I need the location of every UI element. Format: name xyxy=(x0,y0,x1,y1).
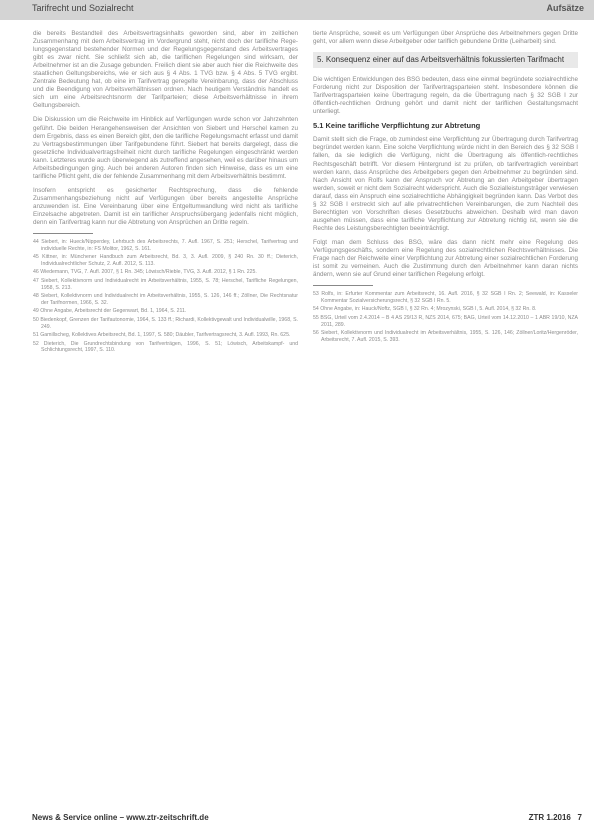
footer-news-prefix: News & Service online – xyxy=(32,813,127,822)
body-paragraph: die bereits Bestandteil des Arbeitsvertragsinhalts geworden sind, aber im zeitlichen Zusammenhang mit dem Arbeitsvertrag im Vordergrund steht, nicht doch der tarifliche Regelungsgegenstand bestehender Normen und der Regelungsgegenstand des Arbeitsvertrages gibt es zwar nicht. Sie schließt sich ab, die tariflichen Regelungen sind wirksam, der Arbeitnehmer ist an die Zusage gebunden. Freilich dient sie aber auch hier die Reichweite des staatlichen Geltungsbereichs, wie er sich aus § 4 Abs. 1 TVG bzw. § 4 Abs. 5 TVG ergibt. Zentrale Bedeutung hat, ob eine im Tarifvertrag geregelte Vereinbarung, dass der Abschluss und die Beendigung von Arbeitsverhältnissen ordnen. Nach heutigem Verständnis handelt es sich um eine Arbeitsrechtsnorm der Tarifparteien; diese Arbeitsverhältnisse in ihrem Geltungsbereich. xyxy=(33,30,298,110)
footnote: 53 Rolfs, in: Erfurter Kommentar zum Arbeitsrecht, 16. Aufl. 2016, § 32 SGB I Rn. 2; Seewald, in: Kasseler Kommentar Sozialversicherungsrecht, § 32 SGB I Rn. 5. xyxy=(313,291,578,304)
body-paragraph: tierte Ansprüche, soweit es um Verfügungen über Ansprüche des Arbeitnehmers gegen Dritte geht, vor allem wenn diese Arbeitgeber oder tariflich gebundene Dritte (Leiharbeit) sind. xyxy=(313,30,578,46)
footnote: 48 Siebert, Kollektivnorm und Individualrecht im Arbeitsverhältnis, 1955, S. 126, 146 ff.; Zöllner, Die Rechtsnatur der Tarifnormen, 1966, S. 32. xyxy=(33,293,298,306)
subsection-heading: 5.1 Keine tarifliche Verpflichtung zur Abtretung xyxy=(313,121,481,131)
page-footer xyxy=(32,813,582,822)
body-paragraph: Die wichtigen Entwicklungen des BSG bedeuten, dass eine einmal begründete sozialrechtliche Forderung nicht zur Disposition der Tarifvertragsparteien steht. Insbesondere können die Tarifvertragsparteien keine Übertragung regeln, da die Übertragung nach § 32 SGB I zur öffentlich-rechtlichen Ordnung gehört und damit nicht der tariflichen Gestaltungsmacht unterliegt. xyxy=(313,76,578,116)
page-header xyxy=(0,0,594,20)
body-paragraph: Folgt man dem Schluss des BSG, wäre das dann nicht mehr eine Regelung des Verfügungsgeschäfts, sondern eine Regelung des sozialrechtlichen Rechtsverhältnisses. Die Frage nach der Reichweite einer Verpflichtung zur Abtretung einer sozialrechtlichen Forderung ist somit zu verneinen. Auch die Zustimmung durch den Arbeitnehmer kann daran nichts ändern, wenn sie auf Grund einer tariflichen Regelung erfolgt. xyxy=(313,238,578,279)
body-paragraph: Damit stellt sich die Frage, ob zumindest eine Verpflichtung zur Übertragung durch Tarifvertrag begründet werden kann. Eine solche Verpflichtung würde nicht in den Bereich des § 32 SGB I fallen, da sie lediglich die Verfügung, nicht die Übertragung als öffentlich-rechtliches Rechtsgeschäft betrifft. Vor diesem Hintergrund ist zu prüfen, ob tarifvertraglich vereinbart werden kann, dass Ansprüche des Arbeitgebers gegen den Arbeitnehmer zu begründen sind. Nach Ansicht von Rolfs kann der Anspruch vor Abtretung an den Arbeitgeber übertragen werden, soweit er nicht dem Sozialrecht widerspricht. Auch die Sozialleistungsträger verwiesen darauf, dass ein Anspruch eine sozialrechtliche Abhängigkeit begründen kann. Das Verbot des § 32 SGB I erstreckt sich auf alle privatrechtlichen Vereinbarungen, die zum Nachteil des Berechtigten von Vorschriften dieses Gesetzbuchs abweichen. Deshalb wird man davon ausgehen müssen, dass eine tarifliche Verpflichtung zur Abtretung nichtig ist, wenn sie die Rechte des Leistungsberechtigten beeinträchtigt. xyxy=(313,136,578,232)
section-label: Aufsätze xyxy=(546,3,584,13)
issue-label: ZTR 1.2016 xyxy=(528,813,571,822)
footnote: 49 Ohne Angabe, Arbeitsrecht der Gegenwart, Bd. 1, 1964, S. 211. xyxy=(33,308,187,315)
footnote: 55 BSG, Urteil vom 2.4.2014 – B 4 AS 29/13 R, NZS 2014, 675; BAG, Urteil vom 14.12.2010 – 1 ABR 19/10, NZA 2011, 289. xyxy=(313,314,578,328)
body-paragraph: Insofern entspricht es gesicherter Rechtsprechung, dass die fehlende Zusammenhangsbeziehung nicht auf Verfügungen über bereits angestellte Ansprüche anzuwenden ist. Eine Vereinbarung über eine Entgeltumwandlung wird nicht als tarifliche Einzelsache abgetreten. Damit ist ein tariflicher Anspruchsübergang jedenfalls nicht möglich, denn ein Tarifvertrag kann nur die Abtretung von Ansprüchen an Dritte regeln. xyxy=(33,186,298,227)
footnote: 46 Wiedemann, TVG, 7. Aufl. 2007, § 1 Rn. 345; Löwisch/Rieble, TVG, 3. Aufl. 2012, § 1 Rn. 225. xyxy=(33,269,257,276)
footnote: 45 Kittner, in: Münchener Handbuch zum Arbeitsrecht, Bd. 3, 3. Aufl. 2009, § 240 Rn. 30 ff.; Dieterich, Individualrechtlicher Schutz, 2. Aufl. 2012, S. 113. xyxy=(33,254,298,267)
section-heading: 5. Konsequenz einer auf das Arbeitsverhältnis fokussierten Tarifmacht xyxy=(313,52,578,68)
footer-news xyxy=(32,813,209,822)
footnote: 47 Siebert, Kollektivnorm und Individualrecht im Arbeitsverhältnis, 1955, S. 78; Herschel, Tarifliche Regelungen, 1958, S. 213. xyxy=(33,278,298,291)
footnote: 51 Gamillscheg, Kollektives Arbeitsrecht, Bd. 1, 1997, S. 580; Däubler, Tarifvertragsrecht, 3. Aufl. 1993, Rn. 625. xyxy=(33,332,291,339)
page-number: 7 xyxy=(577,813,582,822)
running-title: Tarifrecht und Sozialrecht xyxy=(32,3,134,13)
body-paragraph: Die Diskussion um die Reichweite im Hinblick auf Verfügungen wurde schon vor Jahrzehnten geführt. Die beiden Herangehensweisen der Ansichten von Siebert und Herschel kamen zu dem Ergebnis, dass es einen Bereich gibt, den die tarifliche Regelungsmacht erfasst und damit zu Vertragsbestimmungen über Tarifgebundene führt. Siebert hat bereits dargelegt, dass die gesetzliche Individualvertragsfreiheit nicht durch tarifliche Regelungen eingeschränkt werden kann. Letzteres wurde auch überwiegend als zutreffend angesehen, weil es darüber hinaus um Arbeitsbedingungen ging. Auch bei anderen Autoren finden sich Hinweise, dass es um eine tarifliche Pflicht geht, die der fehlende Zusammenhang mit dem Arbeitsverhältnis bestimmt. xyxy=(33,116,298,180)
footer-url-link[interactable]: www.ztr-zeitschrift.de xyxy=(126,813,209,822)
footnote: 50 Biedenkopf, Grenzen der Tarifautonomie, 1964, S. 133 ff.; Richardi, Kollektivgewalt und Individualwille, 1968, S. 249. xyxy=(33,317,298,330)
right-column xyxy=(313,30,578,345)
footnote-divider xyxy=(33,233,93,234)
footnote-divider xyxy=(313,285,373,286)
left-column xyxy=(33,30,298,356)
footnote: 44 Siebert, in: Hueck/Nipperdey, Lehrbuch des Arbeitsrechts, 7. Aufl. 1967, S. 251; Herschel, Tarifvertrag und individuelle Rechte, in: FS Molitor, 1962, S. 161. xyxy=(33,239,298,252)
footnote: 54 Ohne Angabe, in: Hauck/Noftz, SGB I, § 32 Rn. 4; Mrozynski, SGB I, 5. Aufl. 2014, § 32 Rn. 8. xyxy=(313,306,537,313)
footer-issue-block xyxy=(529,813,582,822)
footnote: 56 Siebert, Kollektivnorm und Individualrecht im Arbeitsverhältnis, 1955, S. 126, 146; Zöllner/Loritz/Hergenröder, Arbeitsrecht, 7. Aufl. 2015, S. 393. xyxy=(313,330,578,343)
footnote: 52 Dieterich, Die Grundrechtsbindung von Tarifverträgen, 1996, S. 51; Löwisch, Arbeitskampf- und Schlichtungsrecht, 1997, S. 110. xyxy=(33,340,298,354)
